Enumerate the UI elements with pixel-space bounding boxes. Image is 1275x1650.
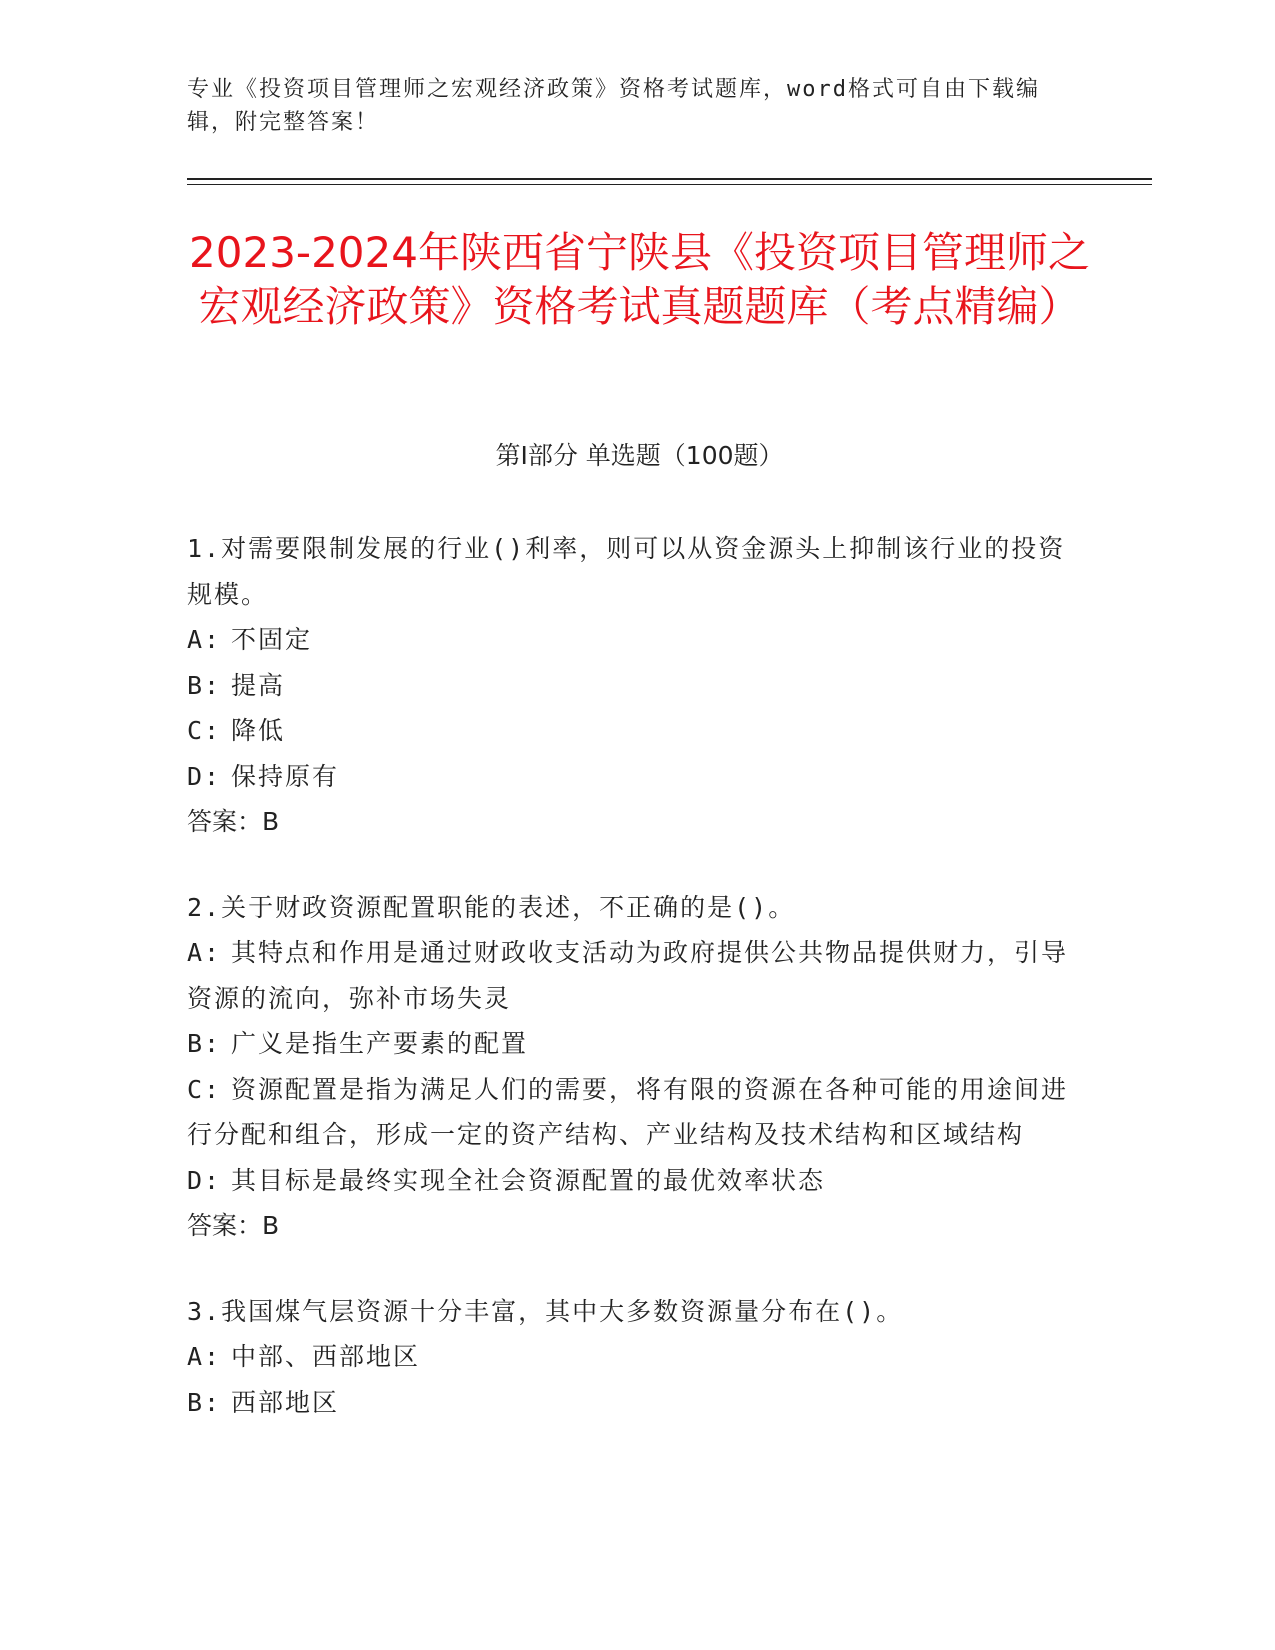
option-key: C: [187,716,222,745]
option-text: 资源配置是指为满足人们的需要，将有限的资源在各种可能的用途间进行分配和组合，形成一定的资产结构、产业结构及技术结构和区域结构 [187,1074,1069,1149]
answer-label: 答案： [187,807,263,836]
option-b [187,1380,1087,1426]
answer-value: B [262,1211,280,1240]
option-b [187,1021,1087,1067]
option-b [187,663,1087,709]
header-rule-thick [187,178,1152,180]
option-key: B: [187,670,222,700]
option-key: B: [187,1029,222,1058]
option-key: B: [187,1387,222,1417]
question-item [187,1289,1087,1426]
option-text: 中部、西部地区 [231,1342,421,1371]
answer-line [187,1203,1087,1249]
option-text: 其特点和作用是通过财政收支活动为政府提供公共物品提供财力，引导资源的流向，弥补市场失灵 [187,938,1069,1013]
option-key: A: [187,625,222,654]
option-c [187,1067,1087,1158]
answer-value: B [262,807,280,836]
option-text: 西部地区 [231,1387,340,1417]
option-a [187,930,1087,1021]
option-text: 不固定 [231,625,313,654]
question-stem: 3.我国煤气层资源十分丰富，其中大多数资源量分布在()。 [187,1296,904,1326]
header-rule-thin [187,184,1152,185]
answer-label: 答案： [187,1211,263,1240]
option-text: 其目标是最终实现全社会资源配置的最优效率状态 [231,1165,826,1195]
header-note: 专业《投资项目管理师之宏观经济政策》资格考试题库，word格式可自由下载编辑，附完整答案！ [187,77,1040,135]
option-text: 提高 [231,670,286,700]
option-key: A: [187,1342,222,1371]
question-list [187,526,1087,1465]
question-stem: 2.关于财政资源配置职能的表述，不正确的是()。 [187,892,796,922]
option-text: 广义是指生产要素的配置 [231,1029,529,1058]
question-item [187,526,1087,845]
option-c [187,708,1087,754]
option-d [187,754,1087,800]
option-a [187,617,1087,663]
option-key: D: [187,761,222,791]
option-text: 降低 [231,716,286,745]
option-key: D: [187,1165,222,1195]
option-text: 保持原有 [231,761,340,791]
option-key: C: [187,1074,222,1104]
document-title: 2023-2024年陕西省宁陕县《投资项目管理师之宏观经济政策》资格考试真题题库（考点精编） [189,228,1090,331]
option-key: A: [187,938,222,967]
answer-line [187,799,1087,845]
question-item [187,885,1087,1249]
option-d [187,1158,1087,1204]
question-stem: 1.对需要限制发展的行业()利率，则可以从资金源头上抑制该行业的投资规模。 [187,534,1066,609]
option-a [187,1334,1087,1380]
section-title: 第I部分 单选题（100题） [495,441,784,470]
